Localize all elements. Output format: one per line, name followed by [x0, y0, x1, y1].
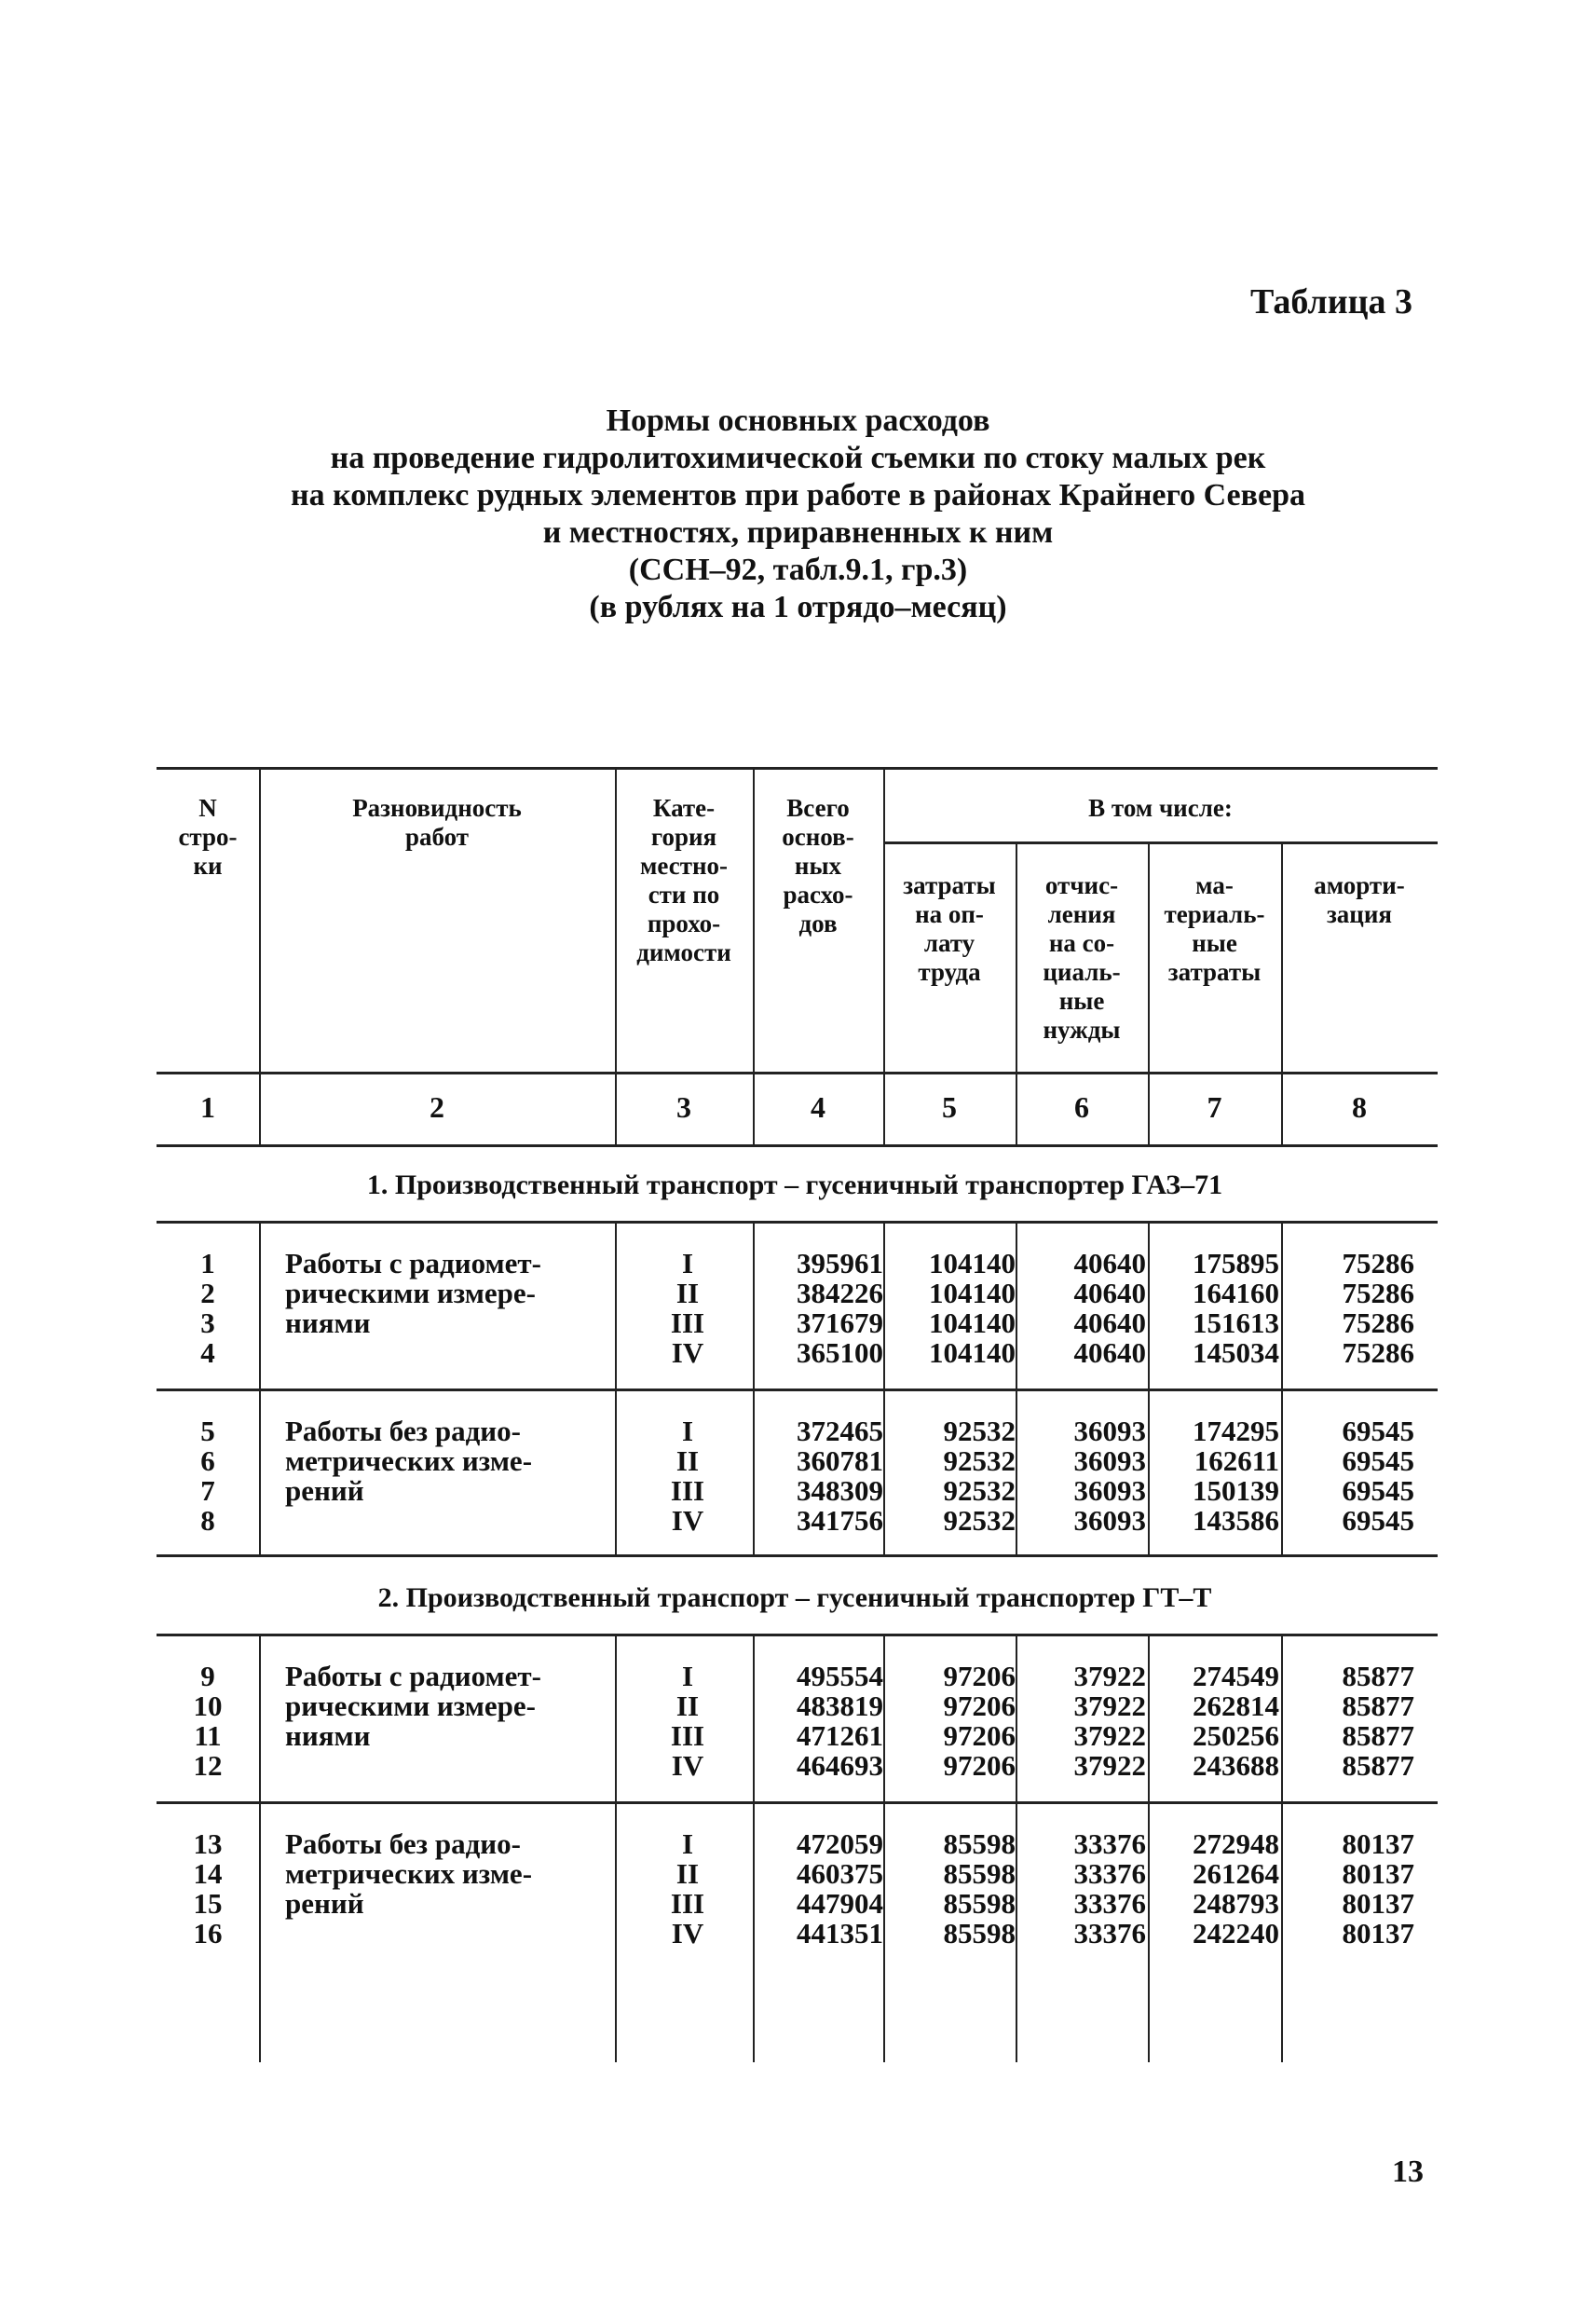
header-line: Всего — [786, 794, 850, 822]
header-line: ные — [1192, 929, 1237, 957]
categories — [622, 1249, 753, 1368]
header-line: Разновидность — [352, 794, 522, 822]
value: 104140 — [929, 1277, 1016, 1309]
value: 175895 — [1193, 1247, 1279, 1279]
header-line: расхо- — [783, 881, 853, 909]
header-line: сти по — [648, 881, 720, 909]
value: 92532 — [943, 1504, 1016, 1537]
column-divider — [259, 1221, 261, 1554]
value: 69545 — [1342, 1415, 1414, 1447]
title-line: и местностях, приравненных к ним — [542, 515, 1054, 550]
category: II — [675, 1444, 700, 1477]
row-number: 1 — [200, 1247, 215, 1279]
header-line: дов — [798, 910, 838, 937]
total-values — [757, 1829, 883, 1949]
work-type-line: ниями — [285, 1306, 371, 1339]
value: 104140 — [929, 1247, 1016, 1279]
category: I — [681, 1827, 694, 1860]
category: II — [675, 1277, 700, 1309]
header-line: N — [198, 794, 217, 822]
categories — [622, 1829, 753, 1949]
column-divider — [1281, 1634, 1283, 2062]
value: 97206 — [943, 1690, 1016, 1722]
value: 92532 — [943, 1474, 1016, 1507]
row-number: 12 — [193, 1749, 223, 1782]
row-number: 8 — [200, 1504, 215, 1537]
value: 85877 — [1342, 1660, 1414, 1692]
work-type-line: метрических изме- — [285, 1444, 533, 1477]
header-social — [1016, 871, 1148, 1045]
row-numbers — [157, 1662, 259, 1781]
category: IV — [671, 1504, 704, 1537]
labor-values — [890, 1829, 1016, 1949]
column-divider — [883, 1221, 885, 1554]
value: 92532 — [943, 1415, 1016, 1447]
category: III — [670, 1306, 705, 1339]
value: 80137 — [1342, 1857, 1414, 1890]
header-line: аморти- — [1314, 871, 1405, 899]
column-number: 7 — [1207, 1090, 1222, 1124]
title-line: на комплекс рудных элементов при работе в районах Крайнего Севера — [290, 478, 1306, 513]
section-2-rule — [157, 1634, 1438, 1636]
column-number: 2 — [430, 1090, 444, 1124]
value: 395961 — [797, 1247, 883, 1279]
value: 472059 — [797, 1827, 883, 1860]
value: 40640 — [1073, 1336, 1146, 1369]
column-divider — [1016, 1634, 1017, 2062]
value: 272948 — [1193, 1827, 1279, 1860]
header-materials — [1148, 871, 1281, 987]
category: IV — [671, 1336, 704, 1369]
header-line: труда — [918, 958, 981, 986]
row-number: 14 — [193, 1857, 223, 1890]
header-line: местно- — [640, 852, 728, 880]
value: 85877 — [1342, 1690, 1414, 1722]
value: 360781 — [797, 1444, 883, 1477]
row-numbers — [157, 1416, 259, 1536]
title-line: Нормы основных расходов — [606, 404, 990, 438]
value: 164160 — [1193, 1277, 1279, 1309]
header-line: гория — [650, 823, 717, 851]
value: 37922 — [1073, 1660, 1146, 1692]
section-title: 2. Производственный транспорт – гусеничный транспортер ГТ–Т — [377, 1582, 1212, 1613]
row-numbers — [157, 1249, 259, 1368]
value: 371679 — [797, 1306, 883, 1339]
value: 97206 — [943, 1719, 1016, 1752]
value: 372465 — [797, 1415, 883, 1447]
social-values — [1020, 1249, 1146, 1368]
header-line: ных — [794, 852, 842, 880]
value: 85598 — [943, 1827, 1016, 1860]
value: 33376 — [1073, 1827, 1146, 1860]
column-divider — [1148, 1634, 1150, 2062]
header-line: основ- — [782, 823, 854, 851]
category: I — [681, 1247, 694, 1279]
column-number: 3 — [676, 1090, 691, 1124]
column-divider — [259, 1634, 261, 2062]
header-line: работ — [404, 823, 470, 851]
work-type-line: рическими измере- — [285, 1690, 537, 1722]
work-type-line: Работы без радио- — [285, 1827, 521, 1860]
value: 151613 — [1193, 1306, 1279, 1339]
row-number: 5 — [200, 1415, 215, 1447]
value: 37922 — [1073, 1719, 1146, 1752]
column-divider — [883, 1634, 885, 2062]
column-numbers-rule — [157, 1144, 1438, 1147]
value: 36093 — [1073, 1444, 1146, 1477]
value: 85598 — [943, 1857, 1016, 1890]
value: 37922 — [1073, 1749, 1146, 1782]
header-line: циаль- — [1043, 958, 1121, 986]
column-divider — [753, 1634, 755, 2062]
column-divider — [615, 1634, 617, 2062]
header-line: на оп- — [915, 900, 984, 928]
column-number: 4 — [811, 1090, 825, 1124]
work-type-line: Работы с радиомет- — [285, 1247, 541, 1279]
social-values — [1020, 1829, 1146, 1949]
value: 40640 — [1073, 1277, 1146, 1309]
row-number: 3 — [200, 1306, 215, 1339]
category: IV — [671, 1917, 704, 1949]
row-number: 10 — [193, 1690, 223, 1722]
value: 104140 — [929, 1336, 1016, 1369]
value: 80137 — [1342, 1917, 1414, 1949]
value: 33376 — [1073, 1917, 1146, 1949]
title-line: на проведение гидролитохимической съемки по стоку малых рек — [330, 441, 1266, 475]
value: 69545 — [1342, 1474, 1414, 1507]
work-type — [285, 1829, 602, 1919]
header-row-number — [157, 794, 259, 881]
value: 341756 — [797, 1504, 883, 1537]
header-line: териаль- — [1164, 900, 1265, 928]
value: 447904 — [797, 1887, 883, 1920]
row-number: 15 — [193, 1887, 223, 1920]
header-line: лату — [923, 929, 975, 957]
header-line: стро- — [178, 823, 238, 851]
social-values — [1020, 1416, 1146, 1536]
column-number: 8 — [1352, 1090, 1367, 1124]
value: 261264 — [1193, 1857, 1279, 1890]
value: 85598 — [943, 1887, 1016, 1920]
header-line: ные — [1058, 987, 1105, 1015]
category: II — [675, 1857, 700, 1890]
work-type — [285, 1249, 602, 1338]
work-type-line: рическими измере- — [285, 1277, 537, 1309]
header-bottom-rule — [157, 1072, 1438, 1074]
value: 75286 — [1342, 1336, 1414, 1369]
value: 464693 — [797, 1749, 883, 1782]
section-title: 1. Производственный транспорт – гусеничный транспортер ГАЗ–71 — [366, 1170, 1223, 1200]
header-category — [615, 794, 753, 967]
value: 40640 — [1073, 1306, 1146, 1339]
value: 262814 — [1193, 1690, 1279, 1722]
column-number: 6 — [1074, 1090, 1089, 1124]
value: 243688 — [1193, 1749, 1279, 1782]
table-top-rule — [157, 767, 1438, 770]
section-1-rule — [157, 1221, 1438, 1224]
amortization-values — [1286, 1249, 1414, 1368]
row-number: 4 — [200, 1336, 215, 1369]
value: 97206 — [943, 1660, 1016, 1692]
work-type-line: Работы с радиомет- — [285, 1660, 541, 1692]
total-values — [757, 1662, 883, 1781]
row-number: 9 — [200, 1660, 215, 1692]
value: 483819 — [797, 1690, 883, 1722]
column-divider — [1281, 1221, 1283, 1554]
value: 85877 — [1342, 1749, 1414, 1782]
value: 69545 — [1342, 1444, 1414, 1477]
title-line: (ССН–92, табл.9.1, гр.3) — [628, 553, 968, 587]
table-title — [0, 403, 1596, 626]
labor-values — [890, 1662, 1016, 1781]
category: II — [675, 1690, 700, 1722]
column-number: 5 — [942, 1090, 957, 1124]
value: 162611 — [1194, 1444, 1279, 1477]
row-number: 13 — [193, 1827, 223, 1860]
header-line: на со- — [1048, 929, 1115, 957]
value: 441351 — [797, 1917, 883, 1949]
value: 33376 — [1073, 1857, 1146, 1890]
value: 69545 — [1342, 1504, 1414, 1537]
row-number: 2 — [200, 1277, 215, 1309]
value: 85877 — [1342, 1719, 1414, 1752]
value: 348309 — [797, 1474, 883, 1507]
row-number: 6 — [200, 1444, 215, 1477]
header-labor — [883, 871, 1016, 987]
value: 104140 — [929, 1306, 1016, 1339]
work-type-line: Работы без радио- — [285, 1415, 521, 1447]
value: 460375 — [797, 1857, 883, 1890]
work-type-line: метрических изме- — [285, 1857, 533, 1890]
total-values — [757, 1416, 883, 1536]
value: 92532 — [943, 1444, 1016, 1477]
amortization-values — [1286, 1662, 1414, 1781]
value: 495554 — [797, 1660, 883, 1692]
categories — [622, 1662, 753, 1781]
header-line: отчис- — [1044, 871, 1119, 899]
header-line: димости — [636, 938, 731, 966]
column-number: 1 — [200, 1090, 215, 1124]
header-work-type — [259, 794, 615, 852]
table-label: Таблица 3 — [1249, 282, 1412, 321]
labor-values — [890, 1416, 1016, 1536]
amortization-values — [1286, 1416, 1414, 1536]
value: 274549 — [1193, 1660, 1279, 1692]
header-line: ки — [193, 852, 223, 880]
row-numbers — [157, 1829, 259, 1949]
header-total — [753, 794, 883, 938]
social-values — [1020, 1662, 1146, 1781]
value: 75286 — [1342, 1277, 1414, 1309]
amortization-values — [1286, 1829, 1414, 1949]
value: 97206 — [943, 1749, 1016, 1782]
value: 33376 — [1073, 1887, 1146, 1920]
column-divider — [1016, 1221, 1017, 1554]
column-divider — [1148, 1221, 1150, 1554]
value: 80137 — [1342, 1887, 1414, 1920]
value: 150139 — [1193, 1474, 1279, 1507]
header-amortization — [1281, 871, 1438, 929]
value: 75286 — [1342, 1247, 1414, 1279]
value: 75286 — [1342, 1306, 1414, 1339]
header-line: ления — [1047, 900, 1116, 928]
value: 242240 — [1193, 1917, 1279, 1949]
header-including — [883, 794, 1438, 823]
header-line: В том числе: — [1088, 794, 1233, 822]
value: 36093 — [1073, 1504, 1146, 1537]
category: III — [670, 1719, 705, 1752]
section-1-end-rule — [157, 1554, 1438, 1557]
header-line: ма- — [1195, 871, 1234, 899]
row-number: 7 — [200, 1474, 215, 1507]
value: 37922 — [1073, 1690, 1146, 1722]
category: III — [670, 1887, 705, 1920]
work-type-line: рений — [285, 1887, 364, 1920]
category: I — [681, 1660, 694, 1692]
column-divider — [753, 1221, 755, 1554]
value: 36093 — [1073, 1474, 1146, 1507]
value: 143586 — [1193, 1504, 1279, 1537]
work-type — [285, 1662, 602, 1751]
value: 248793 — [1193, 1887, 1279, 1920]
work-type — [285, 1416, 602, 1506]
materials-values — [1151, 1829, 1279, 1949]
materials-values — [1151, 1416, 1279, 1536]
group-divider-rule — [157, 1801, 1438, 1804]
header-line: затраты — [903, 871, 996, 899]
column-divider — [615, 1221, 617, 1554]
value: 365100 — [797, 1336, 883, 1369]
value: 36093 — [1073, 1415, 1146, 1447]
value: 384226 — [797, 1277, 883, 1309]
categories — [622, 1416, 753, 1536]
value: 85598 — [943, 1917, 1016, 1949]
row-number: 16 — [193, 1917, 223, 1949]
category: I — [681, 1415, 694, 1447]
materials-values — [1151, 1662, 1279, 1781]
header-line: затраты — [1167, 958, 1262, 986]
total-values — [757, 1249, 883, 1368]
page-number: 13 — [1392, 2155, 1424, 2189]
value: 40640 — [1073, 1247, 1146, 1279]
work-type-line: рений — [285, 1474, 364, 1507]
value: 174295 — [1193, 1415, 1279, 1447]
value: 250256 — [1193, 1719, 1279, 1752]
row-number: 11 — [194, 1719, 222, 1752]
materials-values — [1151, 1249, 1279, 1368]
labor-values — [890, 1249, 1016, 1368]
title-line: (в рублях на 1 отрядо–месяц) — [589, 590, 1007, 624]
header-line: нужды — [1043, 1016, 1121, 1044]
value: 471261 — [797, 1719, 883, 1752]
header-line: зация — [1326, 900, 1393, 928]
header-line: Кате- — [652, 794, 716, 822]
category: III — [670, 1474, 705, 1507]
value: 145034 — [1193, 1336, 1279, 1369]
header-line: прохо- — [647, 910, 721, 937]
value: 80137 — [1342, 1827, 1414, 1860]
work-type-line: ниями — [285, 1719, 371, 1752]
group-divider-rule — [157, 1389, 1438, 1391]
category: IV — [671, 1749, 704, 1782]
including-rule — [883, 841, 1438, 844]
